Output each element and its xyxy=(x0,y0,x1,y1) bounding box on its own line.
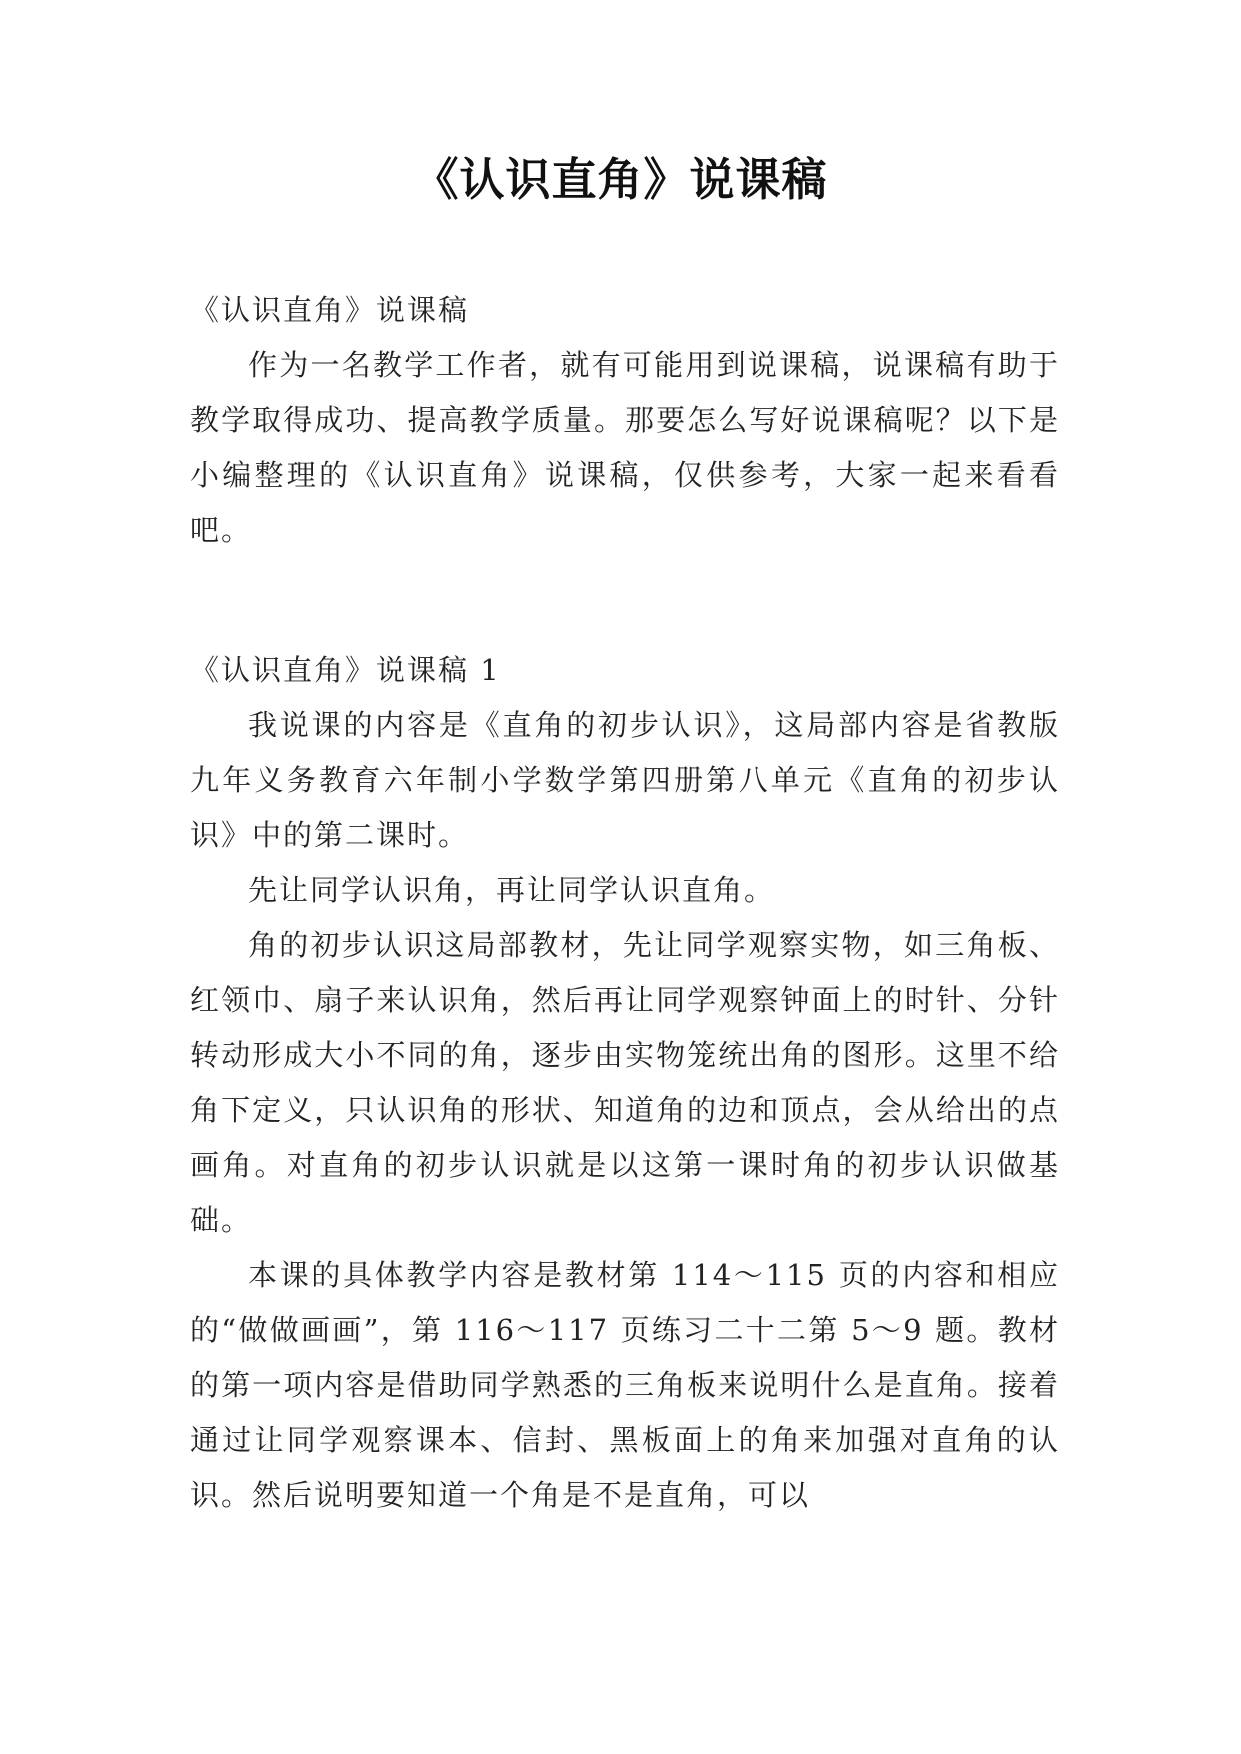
intro-heading: 《认识直角》说课稿 xyxy=(190,293,470,327)
section-1-heading: 《认识直角》说课稿 1 xyxy=(190,653,501,687)
section-1-paragraph: 我说课的内容是《直角的初步认识》，这局部内容是省教版九年义务教育六年制小学数学第四册第八单元《直角的初步认识》中的第二课时。 xyxy=(190,708,1060,852)
intro-paragraph: 作为一名教学工作者，就有可能用到说课稿，说课稿有助于教学取得成功、提高教学质量。那要怎么写好说课稿呢？以下是小编整理的《认识直角》说课稿，仅供参考，大家一起来看看吧。 xyxy=(190,348,1060,547)
section-spacer xyxy=(190,558,1060,643)
section-1-paragraph: 先让同学认识角，再让同学认识直角。 xyxy=(248,873,776,907)
document-title: 《认识直角》说课稿 xyxy=(413,153,828,206)
section-1-paragraph: 角的初步认识这局部教材，先让同学观察实物，如三角板、红领巾、扇子来认识角，然后再让同学观察钟面上的时针、分针转动形成大小不同的角，逐步由实物笼统出角的图形。这里不给角下定义，只认识角的形状、知道角的边和顶点，会从给出的点画角。对直角的初步认识就是以这第一课时角的初步认识做基础。 xyxy=(190,928,1060,1237)
section-1-paragraph: 本课的具体教学内容是教材第 114～115 页的内容和相应的“做做画画”，第 116～117 页练习二十二第 5～9 题。教材的第一项内容是借助同学熟悉的三角板来说明什么是直角。接着通过让同学观察课本、信封、黑板面上的角来加强对直角的认识。然后说明要知道一个角是不是直角，可以 xyxy=(190,1258,1060,1512)
document-body xyxy=(190,283,1060,1523)
